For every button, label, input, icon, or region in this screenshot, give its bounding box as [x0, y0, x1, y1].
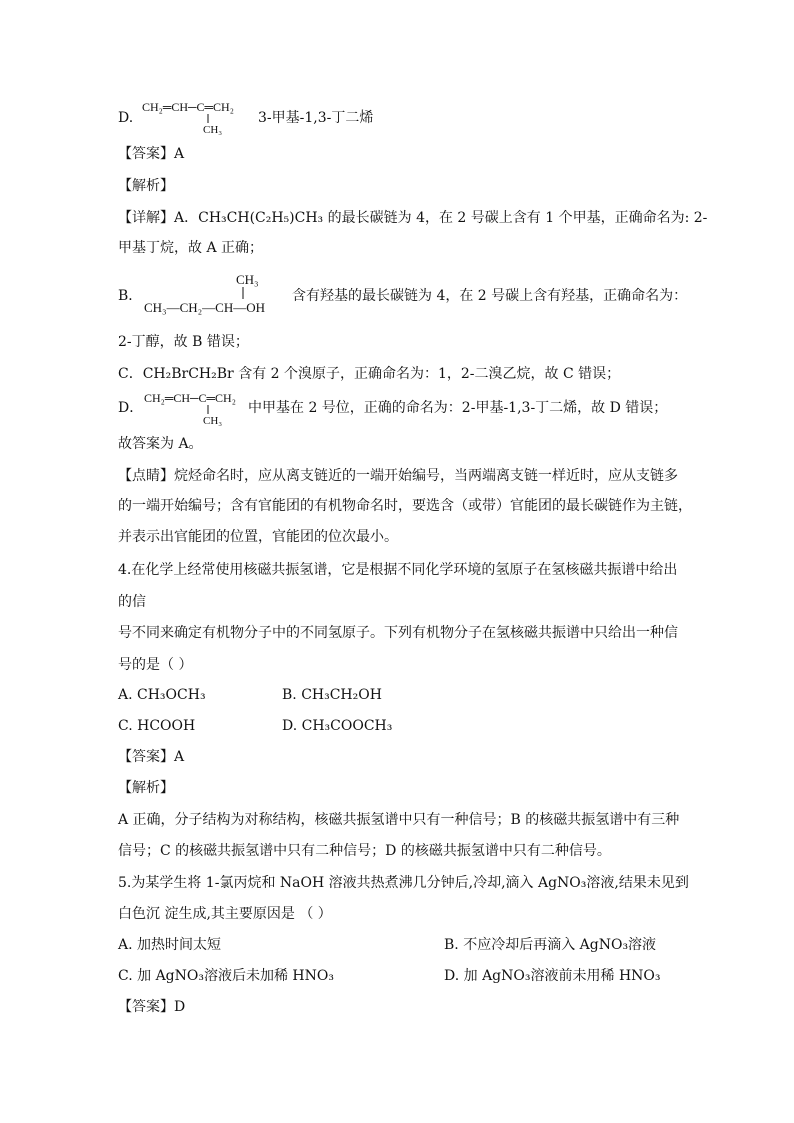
detail-b-text: 含有羟基的最长碳链为 4，在 2 号碳上含有羟基，正确命名为： — [292, 288, 688, 304]
answer-label-1: 【答案】A — [118, 146, 185, 162]
diene-structure-2 — [142, 388, 254, 428]
tip-line2: 的一端开始编号；含有官能团的有机物命名时，要选含（或带）官能团的最长碳链作为主链， — [118, 498, 692, 514]
question4-line1: 4.在化学上经常使用核磁共振氢谱，它是根据不同化学环境的氢原子在氢核磁共振谱中给出 — [118, 562, 678, 578]
explanation2-line2: 信号；C 的核磁共振氢谱中只有二种信号；D 的核磁共振氢谱中只有二种信号。 — [118, 843, 611, 859]
diene2-main-chain: CH₂═CH─C═CH₂ — [144, 391, 236, 405]
q4-option-a: A. CH₃OCH₃ — [118, 687, 206, 703]
q4-option-d: D. CH₃COOCH₃ — [282, 718, 393, 734]
option-d-name: 3-甲基-1,3-丁二烯 — [258, 110, 374, 126]
detail-b-text2: 2-丁醇，故 B 错误； — [118, 334, 249, 350]
butanol-methyl: CH₃ — [236, 272, 259, 287]
answer-label-3: 【答案】D — [118, 999, 186, 1015]
q5-option-c: C. 加 AgNO₃溶液后未加稀 HNO₃ — [118, 968, 334, 984]
question4-line3: 号不同来确定有机物分子中的不同氢原子。下列有机物分子在氢核磁共振谱中只给出一种信 — [118, 625, 678, 641]
question5-line2: 白色沉 淀生成,其主要原因是 （ ） — [118, 906, 332, 922]
question4-line4: 号的是（ ） — [118, 657, 193, 673]
detail-d-text: 中甲基在 2 号位，正确的命名为：2-甲基-1,3-丁二烯，故 D 错误； — [248, 400, 668, 416]
q5-option-b: B. 不应冷却后再滴入 AgNO₃溶液 — [444, 937, 657, 953]
analysis-label-2: 【解析】 — [118, 780, 174, 796]
tip-line3: 并表示出官能团的位置，官能团的位次最小。 — [118, 529, 398, 545]
diene-main-chain: CH₂═CH─C═CH₂ — [142, 100, 234, 114]
diene-methyl: CH₃ — [203, 124, 223, 136]
explanation2-line1: A 正确，分子结构为对称结构，核磁共振氢谱中只有一种信号；B 的核磁共振氢谱中有三种 — [118, 812, 680, 828]
butanol-structure — [142, 270, 292, 318]
q4-option-c: C. HCOOH — [118, 718, 196, 734]
detail-a-line2: 甲基丁烷，故 A 正确； — [118, 240, 264, 256]
butanol-main-chain: CH₃—CH₂—CH—OH — [144, 300, 266, 315]
analysis-label-1: 【解析】 — [118, 178, 174, 194]
detail-d-prefix: D． — [118, 400, 144, 416]
q4-option-b: B. CH₃CH₂OH — [282, 687, 382, 703]
detail-a-line1: 【详解】A．CH₃CH(C₂H₅)CH₃ 的最长碳链为 4，在 2 号碳上含有 1 个甲基，正确命名为: 2- — [118, 210, 708, 226]
tip-line1: 【点睛】烷烃命名时，应从离支链近的一端开始编号，当两端离支链一样近时，应从支链多 — [118, 468, 678, 484]
answer-label-2: 【答案】A — [118, 749, 185, 765]
q5-option-d: D. 加 AgNO₃溶液前未用稀 HNO₃ — [444, 968, 661, 984]
question4-line2: 的信 — [118, 594, 146, 610]
diene2-methyl: CH₃ — [203, 415, 223, 427]
detail-b-prefix: B． — [118, 288, 143, 304]
detail-c: C．CH₂BrCH₂Br 含有 2 个溴原子，正确命名为：1，2-二溴乙烷，故 C 错误； — [118, 366, 621, 382]
diene-structure-1 — [140, 96, 252, 136]
q5-option-a: A. 加热时间太短 — [118, 937, 222, 953]
conclusion: 故答案为 A。 — [118, 436, 203, 452]
question5-line1: 5.为某学生将 1-氯丙烷和 NaOH 溶液共热煮沸几分钟后,冷却,滴入 AgNO₃溶液,结果未见到 — [118, 875, 689, 891]
option-d-prefix: D. — [118, 110, 134, 126]
